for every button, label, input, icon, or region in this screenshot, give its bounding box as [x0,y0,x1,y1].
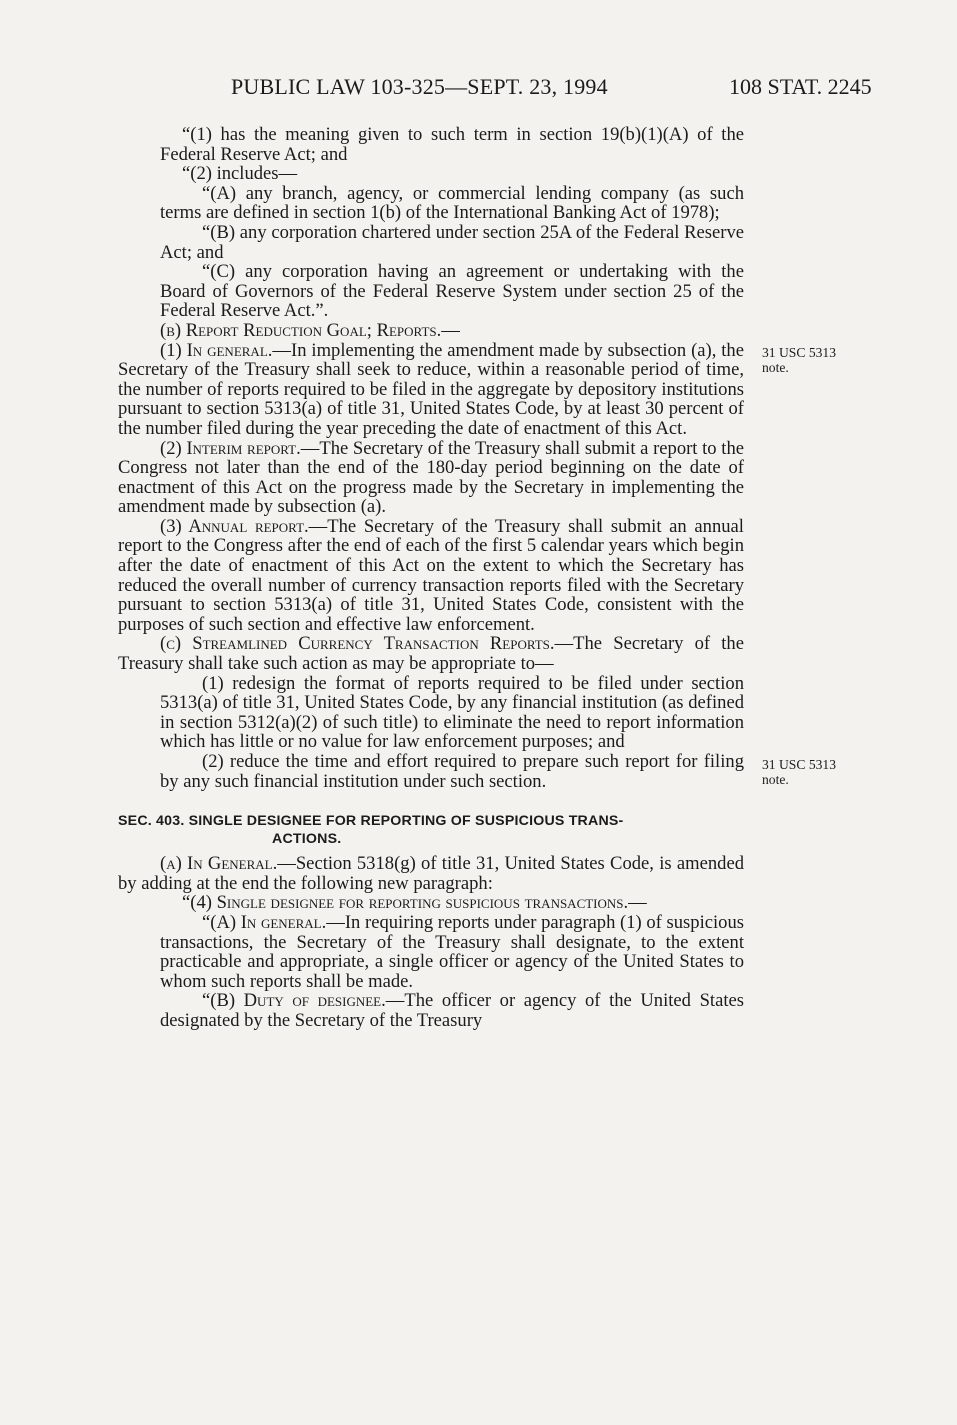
margin-note-label: note. [762,360,789,375]
paragraph [118,893,744,913]
section-heading: SEC. 403. SINGLE DESIGNEE FOR REPORTING OF SUSPICIOUS TRANS- ACTIONS. [118,813,624,848]
paragraph-heading: (2) Interim report. [160,437,301,459]
paragraph-heading: “(B) Duty of designee. [202,990,386,1012]
paragraph-heading: (3) Annual report. [160,515,309,537]
paragraph: (a) In General.—Section 5318(g) of title 31, United States Code, is amended by adding at the end the following new paragraph: [118,853,744,894]
page-title: PUBLIC LAW 103-325—SEPT. 23, 1994 [231,74,608,99]
paragraph-heading: “(4) Single designee for reporting suspicious transactions.— [182,892,647,914]
paragraph-heading: (1) In general. [160,339,273,361]
paragraph: “(B) any corporation chartered under section 25A of the Federal Reserve Act; and [160,221,744,263]
paragraph: “(C) any corporation having an agreement or undertaking with the Board of Governors of the Federal Reserve System under section 25 of the Federal Reserve Act.”. [160,261,744,322]
margin-note-2 [762,757,836,787]
paragraph: (c) Streamlined Currency Transaction Reports.—The Secretary of the Treasury shall take such action as may be appropriate to— [118,633,744,675]
paragraph: (2) reduce the time and effort required to prepare such report for filing by any such financial institution under such section. [160,751,744,792]
paragraph: (1) redesign the format of reports required to be filed under section 5313(a) of title 31, United States Code, by any financial institution (as defined in section 5312(a)(2) of such title) to eliminate the need to report information which has little or no value for law enforcement purposes; and [160,672,744,753]
paragraph: (2) Interim report.—The Secretary of the Treasury shall submit a report to the Congress not later than the end of the 180-day period beginning on the date of enactment of this Act on the progress made by the Secretary in implementing the amendment made by subsection (a). [118,437,744,518]
paragraph: (3) Annual report.—The Secretary of the Treasury shall submit an annual report to the Congress after the end of each of the first 5 calendar years which begin after the date of enactment of this Act on the extent to which the Secretary has reduced the overall number of currency transaction reports filed with the Secretary pursuant to section 5313(a) of title 31, United States Code, consistent with the purposes of such section and effective law enforcement. [118,515,744,635]
margin-note-citation: 31 USC 5313 [762,345,837,360]
body-text [118,125,744,1031]
paragraph: “(A) any branch, agency, or commercial lending company (as such terms are defined in section 1(b) of the International Banking Act of 1978); [160,182,744,224]
running-header [0,74,957,104]
paragraph-heading: (c) Streamlined Currency Transaction Reports. [160,633,555,655]
paragraph: “(2) includes— [182,163,298,185]
margin-note-label: note. [762,772,789,787]
paragraph: (1) In general.—In implementing the amendment made by subsection (a), the Secretary of the Treasury shall seek to reduce, within a reasonable period of time, the number of reports required to be filed in the aggregate by depository institutions pursuant to section 5313(a) of title 31, United States Code, by at least 30 percent of the number filed during the year preceding the date of enactment of this Act. [118,339,744,439]
paragraph: “(B) Duty of designee.—The officer or agency of the United States designated by the Secretary of the Treasury [160,990,744,1031]
subsection-heading: (b) Report Reduction Goal; Reports.— [160,319,460,341]
paragraph: “(A) In general.—In requiring reports under paragraph (1) of suspicious transactions, the Secretary of the Treasury shall designate, to the extent practicable and appropriate, a single officer or agency of the United States to whom such reports shall be made. [160,911,745,992]
statute-page-number: 108 STAT. 2245 [729,74,872,99]
paragraph-heading: (a) In General. [160,853,278,875]
paragraph: “(1) has the meaning given to such term in section 19(b)(1)(A) of the Federal Reserve Act; and [160,124,744,165]
margin-note-1 [762,345,836,375]
margin-note-citation: 31 USC 5313 [762,757,837,772]
paragraph-heading: “(A) In general. [202,911,327,933]
